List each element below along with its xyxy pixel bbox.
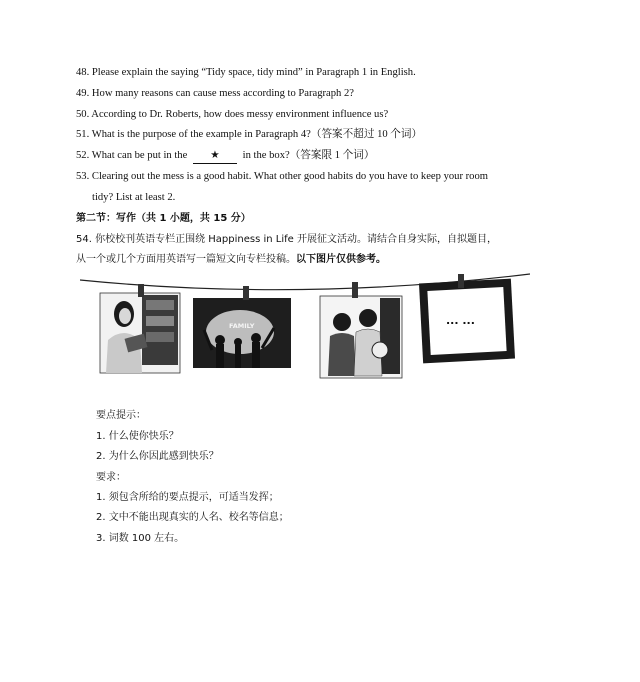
requirements-heading: 要求： [96,472,126,483]
photo-two-boys [320,296,402,378]
clip-3 [352,282,358,298]
question-53-line-1: 53. Clearing out the mess is a good habit. What other good habits do you have to keep your room [76,171,489,182]
writing-prompt-text: 从一个或几个方面用英语写一篇短文向专栏投稿。 [76,254,296,265]
more-ellipsis: ... ... [446,314,475,327]
requirement-item-1: 1. 须包含所给的要点提示，可适当发挥； [96,492,279,503]
question-48: 48. Please explain the saying “Tidy space, tidy mind” in Paragraph 1 in English. [76,67,416,78]
question-52 [76,149,374,164]
family-caption: FAMILY [229,322,255,330]
question-51: 51. What is the purpose of the example in Paragraph 4?（答案不超过 10 个词） [76,129,423,140]
photo-strip [80,270,530,385]
writing-prompt-note: 以下图片仅供参考。 [296,254,386,265]
question-50: 50. According to Dr. Roberts, how does messy environment influence us? [76,109,389,120]
photo-more [419,279,515,364]
clip-2 [243,286,249,300]
question-53-line-2: tidy? List at least 2. [92,192,176,203]
question-49: 49. How many reasons can cause mess according to Paragraph 2? [76,88,354,99]
section-writing-title: 第二节：写作（共 1 小题，共 15 分） [76,213,251,224]
photo-girl-reading [100,293,180,373]
tips-heading: 要点提示： [96,410,146,421]
requirement-item-2: 2. 文中不能出现真实的人名、校名等信息； [96,512,289,523]
clip-4 [458,274,464,288]
star-blank: ★ [193,149,237,164]
question-52-text-after: in the box?（答案限 1 个词） [242,150,375,161]
clip-1 [138,284,144,297]
photo-family [193,298,291,368]
writing-prompt-line-1: 54. 你校校刊英语专栏正围绕 Happiness in Life 开展征文活动。请结合自身实际，自拟题目， [76,234,497,245]
requirement-item-3: 3. 词数 100 左右。 [96,533,185,544]
question-52-text-before: 52. What can be put in the [76,150,188,161]
writing-prompt-line-2 [76,253,386,267]
tip-item-1: 1. 什么使你快乐？ [96,431,179,442]
tip-item-2: 2. 为什么你因此感到快乐？ [96,451,219,462]
